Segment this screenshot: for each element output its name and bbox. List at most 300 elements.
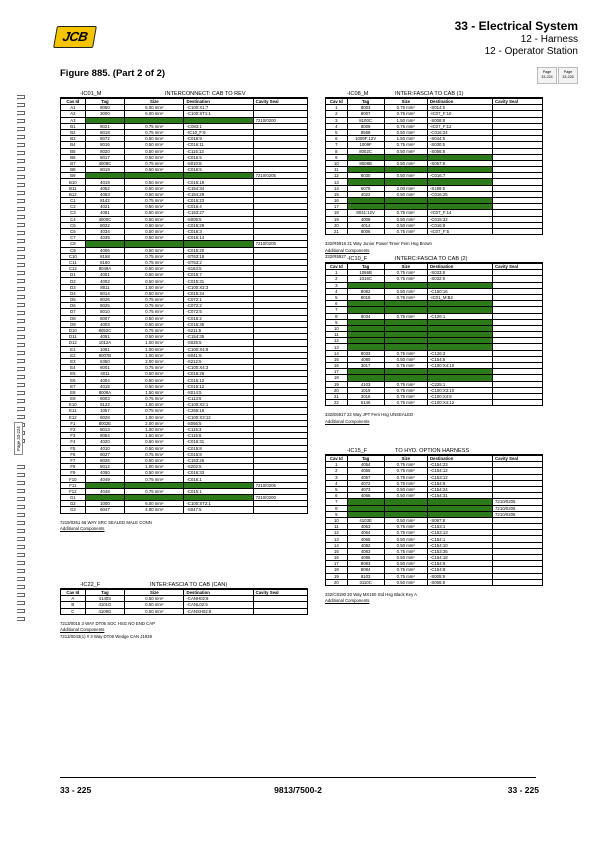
table-cell: 0.50 mm² (384, 517, 427, 523)
table-cell: -C015:8 (184, 451, 253, 457)
table-cell: 4050 (85, 470, 125, 476)
chapter-title: 33 - Electrical System (454, 19, 578, 33)
table-cell: 15 (326, 356, 348, 362)
table-cell: 6146 (347, 400, 384, 406)
table-cell: 8001 (85, 365, 125, 371)
table-cell: -C154:10 (427, 542, 492, 548)
table-cell: 9 (326, 511, 348, 517)
table-cell: 0.75 mm² (384, 210, 427, 216)
table-cell: 0.50 mm² (125, 222, 184, 228)
table-cell: 1009F:12V (347, 136, 384, 142)
table-cell: 8025 (85, 303, 125, 309)
connector-table (325, 455, 543, 586)
table-cell: D2 (61, 278, 86, 284)
table-cell: 7 (326, 142, 348, 148)
table-cell: 5 (326, 294, 348, 300)
table-cell: 8011 (85, 284, 125, 290)
column-header: Cavity Seal (493, 264, 543, 270)
margin-index-mark (17, 327, 25, 331)
margin-index-mark (17, 127, 25, 131)
connector-id: -IC22_F (80, 582, 101, 588)
table-cell: -C266:16 (184, 408, 253, 414)
table-cell: 8028 (85, 414, 125, 420)
table-cell: 8007 (85, 315, 125, 321)
margin-index-mark (17, 383, 25, 387)
table-cell: 0.50 mm² (384, 579, 427, 585)
table-cell: 0.75 mm² (384, 462, 427, 468)
table-cell: 7210/0205 (253, 482, 307, 488)
table-cell: -C016:4 (184, 204, 253, 210)
table-cell: 0.50 mm² (125, 142, 184, 148)
table-cell: 12 (326, 530, 348, 536)
connector-note: 332/C8190 20 Way MX150 Std Hsg Black Key A (325, 591, 418, 597)
table-cell: 6075 (347, 185, 384, 191)
table-cell: A (61, 596, 86, 602)
table-cell: 0.50 mm² (125, 278, 184, 284)
table-cell: 0.75 mm² (384, 524, 427, 530)
table-cell: 4000C (85, 216, 125, 222)
table-cell: 3 (326, 117, 348, 123)
table-row (61, 608, 308, 614)
table-cell: 4109G (85, 608, 125, 614)
table-cell: 17 (326, 561, 348, 567)
table-cell: -C015:31 (184, 278, 253, 284)
table-cell (253, 608, 307, 614)
footer-rule (60, 777, 536, 778)
table-cell: 18 (326, 375, 348, 381)
table-cell: -S005:9 (427, 573, 492, 579)
table-cell: 0.75 mm² (125, 309, 184, 315)
margin-index-mark (17, 481, 25, 485)
table-cell: 0.50 mm² (384, 222, 427, 228)
table-cell: 15 (326, 548, 348, 554)
connector-table (60, 98, 308, 514)
table-cell: E12 (61, 414, 86, 420)
table-cell: 10 (326, 517, 348, 523)
table-cell: 13 (326, 179, 348, 185)
table-cell: 0.75 mm² (125, 451, 184, 457)
table-cell: 0.50 mm² (125, 470, 184, 476)
table-cell: E5 (61, 371, 86, 377)
table-cell: 8122 (85, 402, 125, 408)
table-cell: -S041:8 (184, 352, 253, 358)
table-cell: 0.50 mm² (125, 210, 184, 216)
table-cell: 0.50 mm² (125, 596, 184, 602)
table-cell (253, 507, 307, 513)
table-cell: 8026 (85, 297, 125, 303)
additional-components-link[interactable]: Additional Components (325, 598, 370, 604)
table-cell: 1.00 mm² (125, 346, 184, 352)
table-cell: 8142 (85, 198, 125, 204)
table-cell: D12 (61, 340, 86, 346)
table-cell: 8100C (347, 117, 384, 123)
table-cell: -C100:X2:3 (184, 284, 253, 290)
table-cell: 7210/0205 (253, 241, 307, 247)
table-cell: 21 (326, 228, 348, 234)
table-cell: 4001 (85, 272, 125, 278)
table-cell: F12 (61, 488, 86, 494)
additional-components-link[interactable]: Additional Components (325, 418, 370, 424)
table-cell: F10 (61, 476, 86, 482)
next-page-button[interactable]: Page 33-226 (558, 67, 578, 84)
table-cell: E6 (61, 377, 86, 383)
table-cell: 0.75 mm² (125, 297, 184, 303)
table-cell: 8020 (85, 148, 125, 154)
table-cell: 8009 (347, 123, 384, 129)
column-header: Cavity Seal (253, 99, 307, 105)
table-cell: 15 (326, 191, 348, 197)
table-cell: 2 (326, 111, 348, 117)
table-cell: -C016:5 (184, 154, 253, 160)
table-cell: -CANH02:8 (184, 596, 253, 602)
table-cell: 0.75 mm² (384, 123, 427, 129)
table-cell: 13 (326, 344, 348, 350)
table-cell: 0.75 mm² (125, 198, 184, 204)
additional-components-link[interactable]: Additional Components (60, 526, 105, 532)
margin-index-mark (17, 135, 25, 139)
table-cell: -C016:11 (184, 142, 253, 148)
table-cell: G1 (61, 495, 86, 501)
margin-index-mark (17, 585, 25, 589)
table-cell: F6 (61, 451, 86, 457)
table-cell: -IC07_F:10 (427, 111, 492, 117)
table-cell: 0.75 mm² (125, 160, 184, 166)
table-cell: 11 (326, 524, 348, 530)
table-cell: 4103E (347, 517, 384, 523)
margin-index-mark (17, 159, 25, 163)
table-cell: 0.75 mm² (384, 468, 427, 474)
table-cell: 19 (326, 573, 348, 579)
margin-index-mark (17, 231, 25, 235)
table-cell: 0.50 mm² (125, 334, 184, 340)
table-cell: 4064 (347, 530, 384, 536)
page-side-tab[interactable]: Page 33-224 (14, 422, 23, 455)
table-cell: -C015:24 (184, 290, 253, 296)
table-cell: -S087:8 (427, 517, 492, 523)
table-cell: 5 (326, 486, 348, 492)
table-cell: 2 (326, 468, 348, 474)
table-cell: F11 (61, 482, 86, 488)
table-cell: 19 (326, 216, 348, 222)
connector-id: -IC10_F (347, 256, 368, 262)
table-cell: 12 (326, 173, 348, 179)
jcb-logo: JCB (53, 26, 97, 48)
table-cell: 0.50 mm² (125, 228, 184, 234)
column-header: Tag (347, 99, 384, 105)
table-cell: C (61, 608, 86, 614)
table-cell: -C016:8 (427, 222, 492, 228)
table-cell: 0.50 mm² (384, 536, 427, 542)
table-cell: 0.50 mm² (125, 439, 184, 445)
table-cell: F8 (61, 464, 86, 470)
table-cell: -IC07_F:12 (427, 123, 492, 129)
table-cell: C10 (61, 253, 86, 259)
margin-index-mark (17, 553, 25, 557)
table-cell: -C154:18 (427, 555, 492, 561)
margin-index-mark (17, 569, 25, 573)
table-cell: 1.00 mm² (125, 414, 184, 420)
table-cell: 1066B (347, 270, 384, 276)
table-cell: -S014:5 (427, 105, 492, 111)
table-cell: E10 (61, 402, 86, 408)
table-cell: 13 (326, 536, 348, 542)
table-cell: 3017 (347, 363, 384, 369)
table-cell: 0.50 mm² (384, 216, 427, 222)
table-cell: 8007B (85, 352, 125, 358)
column-header: Cavity Seal (493, 456, 543, 462)
column-header: Size (384, 264, 427, 270)
table-cell: 0.50 mm² (384, 288, 427, 294)
connector-title: INTERC:FASCIA TO CAB (2) (395, 256, 468, 262)
table-cell: 0.50 mm² (125, 602, 184, 608)
table-cell: -C154:24 (427, 486, 492, 492)
section-subtitle: 12 - Harness (520, 34, 578, 45)
column-header: Cav Id (326, 99, 348, 105)
table-cell: -S056:8 (427, 148, 492, 154)
table-cell: 9 (326, 319, 348, 325)
table-cell: 4019 (85, 179, 125, 185)
table-cell: -C154:34 (184, 185, 253, 191)
table-cell: -C100:X2:1 (184, 402, 253, 408)
table-cell: G3 (61, 507, 86, 513)
table-cell: 0.50 mm² (125, 608, 184, 614)
table-cell: 8034 (347, 313, 384, 319)
table-cell: -C016:12 (184, 377, 253, 383)
table-cell: D8 (61, 315, 86, 321)
table-cell: C6 (61, 228, 86, 234)
table-cell: 0.75 mm² (384, 400, 427, 406)
column-header: Tag (347, 264, 384, 270)
table-cell: 6.00 mm² (125, 105, 184, 111)
margin-index-mark (17, 111, 25, 115)
footer-page-right: 33 - 225 (507, 785, 539, 795)
table-cell: E1 (61, 346, 86, 352)
table-cell: 8017 (85, 154, 125, 160)
table-cell: -C154:35 (184, 334, 253, 340)
margin-index-mark (17, 465, 25, 469)
table-cell: C4 (61, 216, 86, 222)
table-cell: -C100:X1:7 (184, 105, 253, 111)
table-cell: 3110C (347, 579, 384, 585)
connector-title: INTER:FASCIA TO CAB (CAN) (150, 582, 228, 588)
table-cell: 0.75 mm² (384, 573, 427, 579)
table-cell: -S008:8 (427, 117, 492, 123)
table-cell: -C154:9 (427, 480, 492, 486)
table-cell (493, 228, 543, 234)
table-cell: -C072:2 (184, 303, 253, 309)
table-cell: 4140S (85, 596, 125, 602)
table-cell: 3 (326, 474, 348, 480)
table-cell: 0.75 mm² (384, 270, 427, 276)
table-cell: 1 (326, 462, 348, 468)
table-cell: 0.75 mm² (384, 474, 427, 480)
table-cell: -C154:29 (184, 191, 253, 197)
margin-index-mark (17, 343, 25, 347)
table-cell: 8010 (85, 309, 125, 315)
table-cell: -C015:32 (427, 216, 492, 222)
table-cell: 17 (326, 369, 348, 375)
table-cell: 1.00 mm² (125, 340, 184, 346)
table-cell: 0.50 mm² (125, 457, 184, 463)
table-cell: 3 (326, 282, 348, 288)
table-cell: 0.50 mm² (125, 191, 184, 197)
margin-index-mark (17, 513, 25, 517)
table-cell: -C115:8 (184, 433, 253, 439)
table-cell: 2.00 mm² (125, 358, 184, 364)
table-cell: -C100:X3:10 (427, 387, 492, 393)
margin-index-mark (17, 279, 25, 283)
table-cell: B1 (61, 123, 86, 129)
table-cell: 4008C (85, 160, 125, 166)
table-cell: -C154:6 (427, 356, 492, 362)
table-cell: -C072:5 (184, 309, 253, 315)
table-cell: 0.75 mm² (125, 396, 184, 402)
table-cell: 0.50 mm² (384, 173, 427, 179)
margin-index-mark (17, 143, 25, 147)
table-cell: 0.50 mm² (125, 247, 184, 253)
table-cell: -S033:8 (427, 270, 492, 276)
table-cell: C3 (61, 210, 86, 216)
prev-page-button[interactable]: Page 33-224 (537, 67, 557, 84)
table-cell: B10 (61, 179, 86, 185)
table-cell: B6 (61, 154, 86, 160)
table-cell: 1012A (85, 340, 125, 346)
table-cell: 4085 (347, 555, 384, 561)
additional-components-link[interactable]: Additional Components (325, 247, 370, 253)
table-cell: D1 (61, 272, 86, 278)
table-cell: 8003 (85, 396, 125, 402)
table-cell: F9 (61, 470, 86, 476)
table-cell: 4063 (347, 524, 384, 530)
table-cell: 2 (326, 276, 348, 282)
connector-title: INTER:FASCIA TO CAB (1) (395, 91, 464, 97)
table-cell: 8050 (85, 105, 125, 111)
connector-extra-note: 7213/0043(1) # 3 Way DT06 Wedge CAN J1939 (60, 633, 152, 639)
table-cell: B5 (61, 148, 86, 154)
table-cell: 8013 (85, 426, 125, 432)
table-cell: 8002E (85, 420, 125, 426)
table-cell: 0.75 mm² (384, 350, 427, 356)
column-header: Cav Id (326, 264, 348, 270)
table-cell: C5 (61, 222, 86, 228)
table-cell: 1057 (85, 408, 125, 414)
table-cell: 4072 (347, 480, 384, 486)
table-cell: E7 (61, 383, 86, 389)
table-cell: 4049 (85, 476, 125, 482)
table-cell: 10 (326, 160, 348, 166)
table-cell: -C225:1 (427, 381, 492, 387)
table-cell: 18 (326, 210, 348, 216)
margin-index-mark (17, 191, 25, 195)
additional-components-link[interactable]: Additional Components (60, 627, 105, 633)
table-cell: B3 (61, 136, 86, 142)
table-cell: -C153:13 (427, 530, 492, 536)
margin-index-mark (17, 175, 25, 179)
table-cell: 1.50 mm² (384, 117, 427, 123)
table-cell: 0.50 mm² (384, 356, 427, 362)
margin-index-mark (17, 319, 25, 323)
table-cell: 8027 (85, 451, 125, 457)
table-cell: 19 (326, 381, 348, 387)
table-cell: 0.75 mm² (125, 129, 184, 135)
column-header: Destination (427, 264, 492, 270)
table-cell: 1.00 mm² (125, 284, 184, 290)
table-cell: 7210/0205 (253, 173, 307, 179)
table-cell: -C153:26 (184, 457, 253, 463)
table-cell: 1.00 mm² (125, 464, 184, 470)
table-cell: -S066:8 (427, 579, 492, 585)
table-cell: 8033 (347, 350, 384, 356)
table-cell: D5 (61, 297, 86, 303)
table-cell: 0.50 mm² (125, 290, 184, 296)
table-cell: 4057 (347, 474, 384, 480)
column-header: Cav Id (326, 456, 348, 462)
table-cell: 8002C (347, 148, 384, 154)
table-cell: 8 (326, 313, 348, 319)
table-cell: 0.50 mm² (125, 315, 184, 321)
table-cell: 8022 (85, 222, 125, 228)
connector-extra-note: 332/R5927 (325, 254, 347, 260)
column-header: Tag (85, 99, 125, 105)
margin-index-mark (17, 119, 25, 123)
margin-index-mark (17, 367, 25, 371)
connector-table (60, 589, 308, 615)
table-cell: 0.50 mm² (125, 216, 184, 222)
table-cell: -S025:5 (184, 340, 253, 346)
table-cell: 0.50 mm² (125, 185, 184, 191)
table-cell: 1.50 mm² (125, 433, 184, 439)
table-cell: -C153:1 (427, 524, 492, 530)
table-cell: -CANL02:5 (184, 602, 253, 608)
table-cell: 8008B (347, 160, 384, 166)
margin-index-mark (17, 593, 25, 597)
table-cell: 4014 (347, 222, 384, 228)
table-cell: 6 (326, 136, 348, 142)
table-cell: -C072:1 (184, 297, 253, 303)
table-cell: -C016:19 (184, 179, 253, 185)
column-header: Size (125, 590, 184, 596)
margin-index-mark (17, 215, 25, 219)
table-cell: -C015:7 (184, 272, 253, 278)
margin-index-mark (17, 609, 25, 613)
margin-index-mark (17, 255, 25, 259)
table-cell: 0.75 mm² (384, 387, 427, 393)
table-cell: 8006 (347, 228, 384, 234)
table-cell: -C016:29 (184, 222, 253, 228)
table-cell: 0.75 mm² (384, 567, 427, 573)
table-cell: F3 (61, 433, 86, 439)
table-cell: -ST63:18 (184, 253, 253, 259)
table-cell: 7 (326, 307, 348, 313)
table-cell: -C016:35 (184, 321, 253, 327)
table-cell: D7 (61, 309, 86, 315)
table-cell: 0.75 mm² (384, 393, 427, 399)
table-cell: A1 (61, 105, 86, 111)
table-cell: 18 (326, 567, 348, 573)
table-cell: 0.50 mm² (125, 377, 184, 383)
table-cell: -C126:3 (427, 350, 492, 356)
table-ic08 (325, 91, 543, 261)
table-cell: D6 (61, 303, 86, 309)
table-cell: -S014:5 (184, 389, 253, 395)
table-cell: 8 (326, 148, 348, 154)
table-cell: 7210/0205 (493, 511, 543, 517)
table-cell: 4066 (347, 493, 384, 499)
table-cell: 8016 (85, 142, 125, 148)
table-cell: E4 (61, 365, 86, 371)
table-cell: -C153:12 (427, 474, 492, 480)
table-cell: D11 (61, 334, 86, 340)
